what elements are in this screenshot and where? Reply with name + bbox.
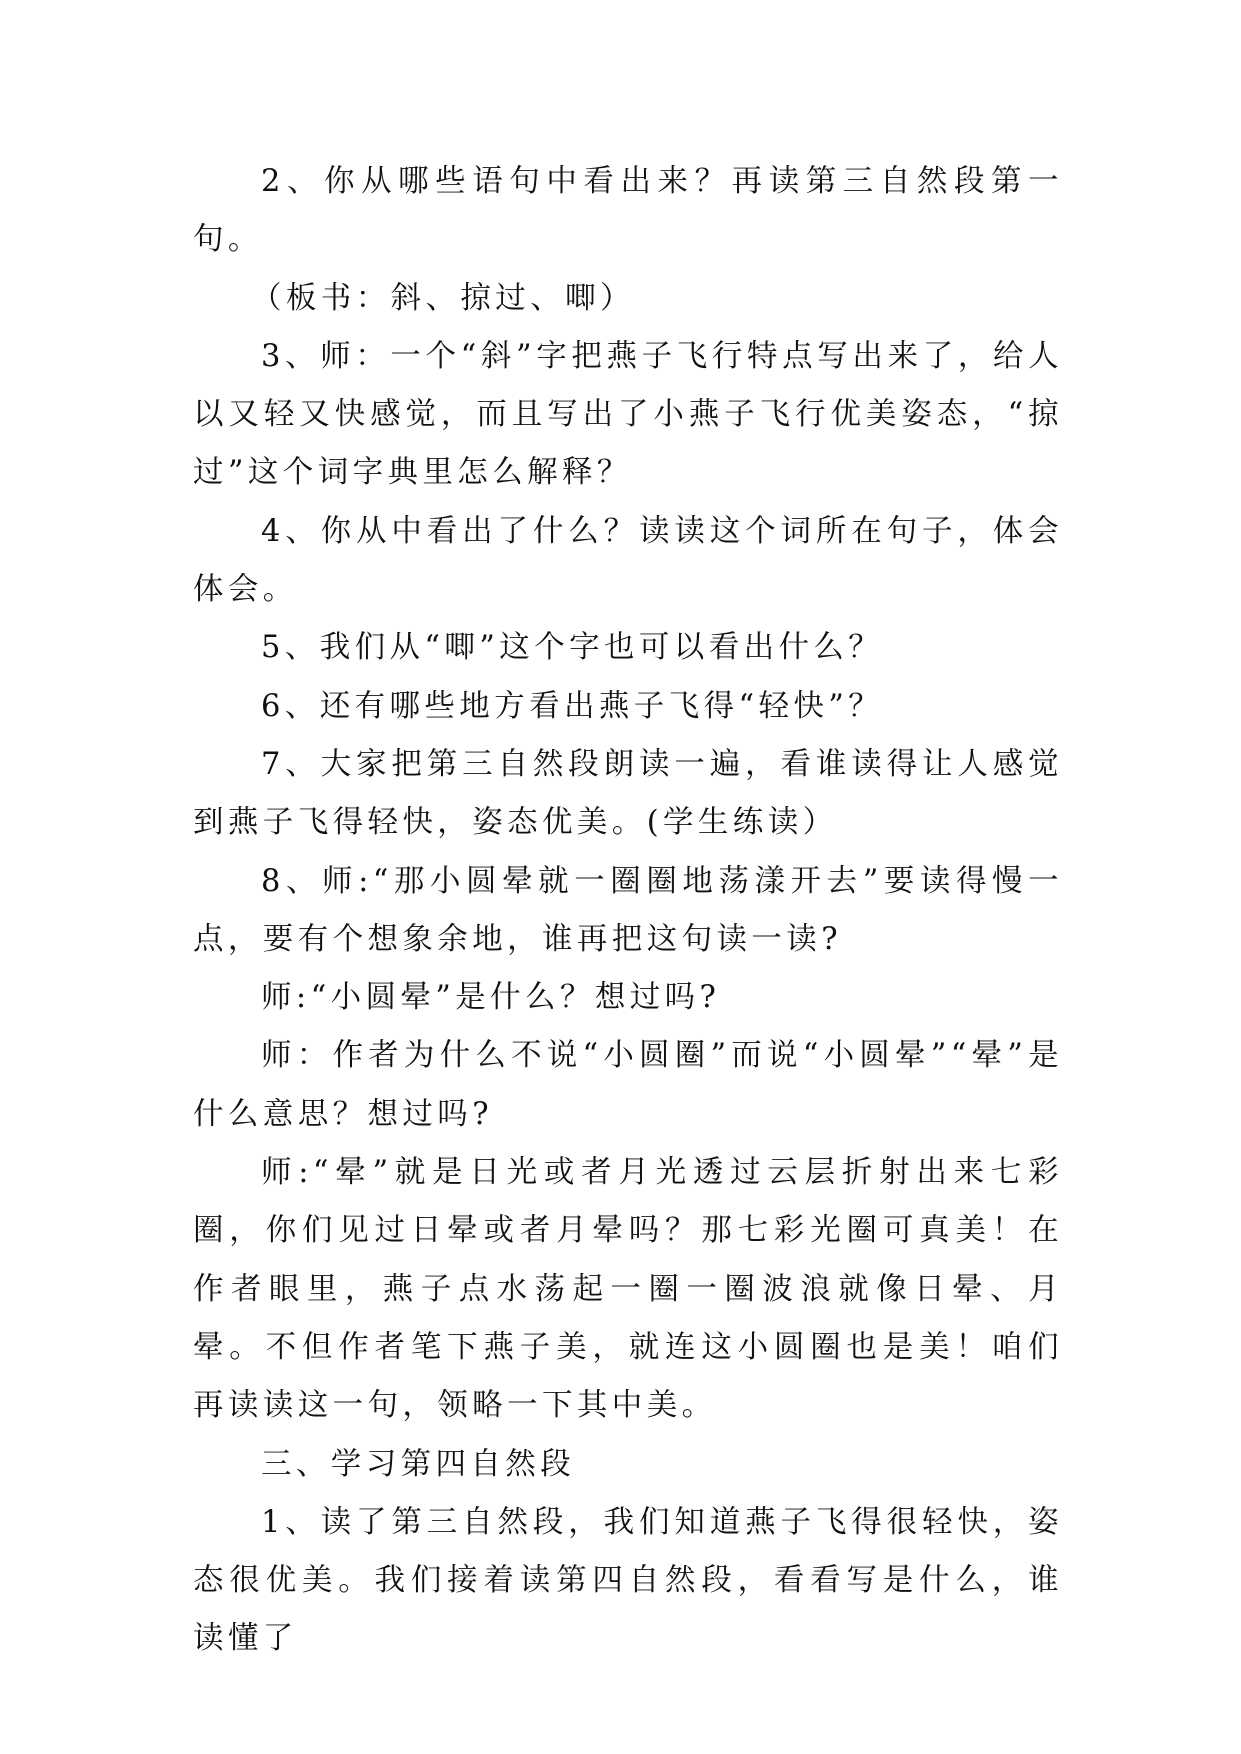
paragraph-10: 师：作者为什么不说“小圆圈”而说“小圆晕”“晕”是什么意思？想过吗? <box>193 1038 1063 1132</box>
paragraph-6: 6、还有哪些地方看出燕子飞得“轻快”？ <box>261 688 884 724</box>
paragraph-9: 师:“小圆晕”是什么？想过吗? <box>261 980 721 1016</box>
paragraph-5: 5、我们从“唧”这个字也可以看出什么？ <box>261 630 884 666</box>
paragraph-13: 1、读了第三自然段，我们知道燕子飞得很轻快，姿态很优美。我们接着读第四自然段，看看写是什么，谁读懂了 <box>193 1504 1063 1657</box>
paragraph-4: 4、你从中看出了什么？读读这个词所在句子，体会体会。 <box>193 513 1063 608</box>
paragraph-2: （板书：斜、掠过、唧） <box>251 280 635 316</box>
paragraph-3: 3、师：一个“斜”字把燕子飞行特点写出来了，给人以又轻又快感觉，而且写出了小燕子飞行优美姿态，“掠过”这个词字典里怎么解释？ <box>193 338 1063 491</box>
section-heading: 三、学习第四自然段 <box>261 1446 576 1482</box>
paragraph-8: 8、师:“那小圆晕就一圈圈地荡漾开去”要读得慢一点，要有个想象余地，谁再把这句读一读? <box>193 863 1063 957</box>
document-body <box>193 153 1063 1669</box>
paragraph-7: 7、大家把第三自然段朗读一遍，看谁读得让人感觉到燕子飞得轻快，姿态优美。(学生练读） <box>193 746 1063 841</box>
paragraph-11: 师:“晕”就是日光或者月光透过云层折射出来七彩圈，你们见过日晕或者月晕吗？那七彩光圈可真美！在作者眼里，燕子点水荡起一圈一圈波浪就像日晕、月晕。不但作者笔下燕子美，就连这小圆圈也是美！咱们再读读这一句，领略一下其中美。 <box>193 1155 1063 1424</box>
paragraph-1: 2、你从哪些语句中看出来？再读第三自然段第一句。 <box>193 164 1063 258</box>
